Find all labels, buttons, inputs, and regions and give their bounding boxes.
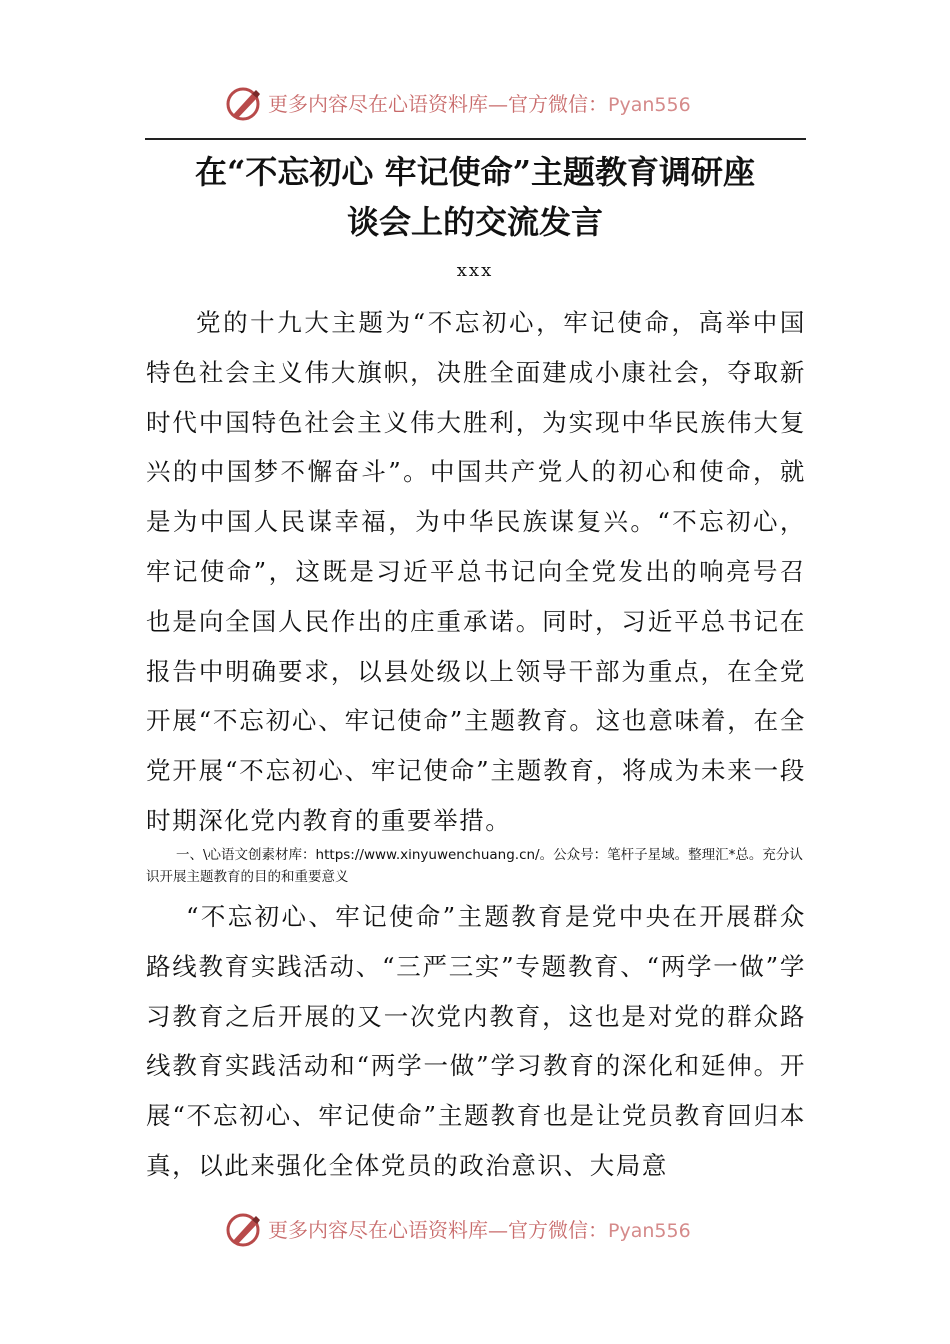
author-name: xxx: [456, 260, 494, 281]
document-title-line-2: 谈会上的交流发言: [346, 203, 603, 241]
header-banner: [0, 82, 950, 126]
body-paragraph-1: 党的十九大主题为“不忘初心，牢记使命，高举中国特色社会主义伟大旗帜，决胜全面建成小康社会，夺取新时代中国特色社会主义伟大胜利，为实现中华民族伟大复兴的中国梦不懈奋斗”。中国共产党人的初心和使命，就是为中国人民谋幸福，为中华民族谋复兴。“不忘初心，牢记使命”，这既是习近平总书记向全党发出的响亮号召也是向全国人民作出的庄重承诺。同时，习近平总书记在报告中明确要求，以县处级以上领导干部为重点，在全党开展“不忘初心、牢记使命”主题教育。这也意味着，在全党开展“不忘初心、牢记使命”主题教育，将成为未来一段时期深化党内教育的重要举措。: [146, 308, 806, 835]
header-rule: [145, 138, 806, 140]
pen-seal-icon: [226, 86, 264, 122]
banner-text: 更多内容尽在心语资料库—官方微信：Pyan556: [268, 92, 691, 116]
banner-text: 更多内容尽在心语资料库—官方微信：Pyan556: [268, 1218, 691, 1242]
document-title-line-1: 在“不忘初心 牢记使命”主题教育调研座: [195, 153, 755, 191]
footer-banner: [0, 1208, 950, 1252]
body-paragraph-2: “不忘初心、牢记使命”主题教育是党中央在开展群众路线教育实践活动、“三严三实”专题教育、“两学一做”学习教育之后开展的又一次党内教育，这也是对党的群众路线教育实践活动和“两学一做”学习教育的深化和延伸。开展“不忘初心、牢记使命”主题教育也是让党员教育回归本真，以此来强化全体党员的政治意识、大局意: [146, 902, 806, 1180]
section-note: 一、\心语文创素材库：https://www.xinyuwenchuang.cn/。公众号：笔杆子星域。整理汇*总。充分认识开展主题教育的目的和重要意义: [146, 847, 803, 885]
pen-seal-icon: [226, 1212, 264, 1248]
